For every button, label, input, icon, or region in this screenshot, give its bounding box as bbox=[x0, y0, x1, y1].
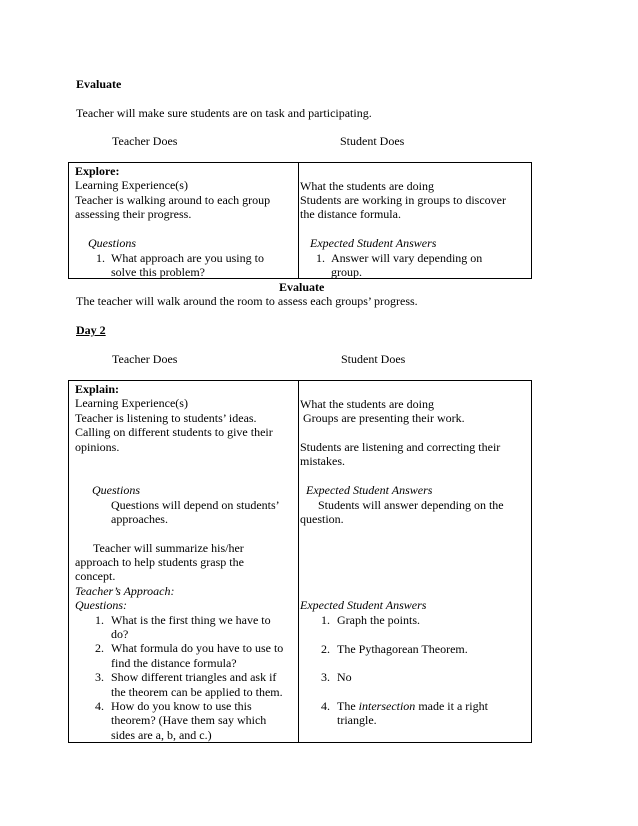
answer-number: 4. bbox=[321, 699, 330, 713]
question-line: sides are a, b, and c.) bbox=[111, 727, 212, 742]
answer-line: question. bbox=[300, 511, 344, 526]
questions-label: Questions bbox=[88, 236, 136, 250]
left-line: Learning Experience(s) bbox=[75, 396, 188, 411]
answer-line: group. bbox=[331, 264, 362, 279]
answer-text: No bbox=[337, 670, 352, 684]
table-divider bbox=[298, 380, 299, 743]
summary-line: concept. bbox=[75, 569, 116, 584]
answer-item bbox=[316, 250, 483, 280]
left-line: opinions. bbox=[75, 439, 120, 454]
answer-text: The Pythagorean Theorem. bbox=[337, 641, 468, 656]
right-line: the distance formula. bbox=[300, 207, 401, 222]
question-number: 3. bbox=[95, 670, 104, 685]
col-header-student: Student Does bbox=[340, 134, 405, 148]
evaluate-center-heading: Evaluate bbox=[279, 280, 325, 294]
answers-label: Expected Student Answers bbox=[300, 598, 427, 612]
left-line: Calling on different students to give their bbox=[75, 425, 273, 440]
left-line: Teacher is listening to students’ ideas. bbox=[75, 410, 257, 425]
right-line: What the students are doing bbox=[300, 396, 434, 411]
answer-line: triangle. bbox=[337, 713, 377, 728]
question-item bbox=[96, 250, 264, 280]
answer-number: 2. bbox=[321, 641, 330, 656]
col-header-teacher: Teacher Does bbox=[112, 134, 178, 148]
answer-text: Graph the points. bbox=[337, 612, 420, 627]
col-header-teacher: Teacher Does bbox=[112, 352, 178, 366]
answer-number: 1. bbox=[321, 612, 330, 627]
questions-label: Questions bbox=[92, 483, 140, 497]
day2-heading: Day 2 bbox=[76, 323, 106, 337]
summary-line: Teacher will summarize his/her bbox=[93, 540, 244, 555]
answer-item bbox=[321, 699, 488, 728]
question-line: What is the first thing we have to bbox=[111, 612, 271, 627]
teachers-approach-label: Teacher’s Approach: bbox=[75, 583, 175, 598]
answer-line: Students will answer depending on the bbox=[318, 497, 504, 512]
question-line: solve this problem? bbox=[111, 264, 205, 279]
summary-text bbox=[75, 541, 244, 584]
answer-text: made it a right bbox=[415, 699, 488, 713]
question-number: 1. bbox=[95, 612, 104, 627]
answer-item bbox=[321, 670, 352, 684]
left-line: assessing their progress. bbox=[75, 207, 192, 222]
question-line: theorem? (Have them say which bbox=[111, 713, 267, 728]
heading-evaluate: Evaluate bbox=[76, 77, 122, 91]
right-line-blank bbox=[300, 425, 500, 439]
questions-text bbox=[111, 498, 280, 527]
right-line: Groups are presenting their work. bbox=[300, 410, 465, 425]
left-line: Teacher is walking around to each group bbox=[75, 192, 271, 207]
question-line: the theorem can be applied to them. bbox=[111, 684, 283, 699]
question-line: do? bbox=[111, 626, 129, 641]
question-line: find the distance formula? bbox=[111, 655, 237, 670]
answer-line: Answer will vary depending on bbox=[331, 250, 483, 265]
answers-text bbox=[300, 498, 504, 527]
answers-label: Expected Student Answers bbox=[306, 483, 433, 497]
answer-text: The bbox=[337, 699, 359, 713]
right-line: What the students are doing bbox=[300, 178, 434, 193]
question-item bbox=[95, 698, 283, 742]
answer-line bbox=[337, 699, 488, 713]
question-item bbox=[95, 641, 284, 670]
col-header-student: Student Does bbox=[341, 352, 406, 366]
answers-label: Expected Student Answers bbox=[310, 236, 437, 250]
table2-left bbox=[75, 382, 273, 454]
evaluate-text: The teacher will walk around the room to assess each groups’ progress. bbox=[76, 294, 418, 308]
right-line: Students are listening and correcting their bbox=[300, 439, 501, 454]
answer-item bbox=[321, 641, 468, 656]
question-number: 4. bbox=[95, 698, 104, 713]
right-line: mistakes. bbox=[300, 454, 345, 469]
question-line: Questions will depend on students’ bbox=[111, 497, 280, 512]
question-item bbox=[95, 612, 283, 642]
section-explore: Explore: bbox=[75, 164, 120, 178]
intro-text: Teacher will make sure students are on task and participating. bbox=[76, 106, 372, 120]
question-line: What approach are you using to bbox=[111, 250, 264, 265]
answer-number: 1. bbox=[316, 250, 325, 265]
question-line: What formula do you have to use to bbox=[111, 641, 284, 656]
question-line: Show different triangles and ask if bbox=[111, 670, 277, 685]
question-item bbox=[95, 670, 283, 699]
answer-emphasis: intersection bbox=[358, 699, 416, 713]
table1-right bbox=[300, 179, 506, 222]
right-line: Students are working in groups to discover bbox=[300, 192, 506, 207]
question-number: 2. bbox=[95, 641, 104, 656]
answer-number: 3. bbox=[321, 670, 330, 684]
summary-line: approach to help students grasp the bbox=[75, 554, 244, 569]
section-explain: Explain: bbox=[75, 382, 120, 396]
question-list bbox=[95, 612, 284, 743]
table1-left bbox=[75, 164, 270, 222]
question-line: How do you know to use this bbox=[111, 698, 252, 713]
table2-right bbox=[300, 397, 500, 469]
questions-label: Questions: bbox=[75, 598, 127, 612]
question-number: 1. bbox=[96, 250, 105, 265]
answer-item bbox=[321, 612, 420, 627]
left-line: Learning Experience(s) bbox=[75, 178, 188, 193]
question-line: approaches. bbox=[111, 511, 168, 526]
table-divider bbox=[298, 162, 299, 279]
